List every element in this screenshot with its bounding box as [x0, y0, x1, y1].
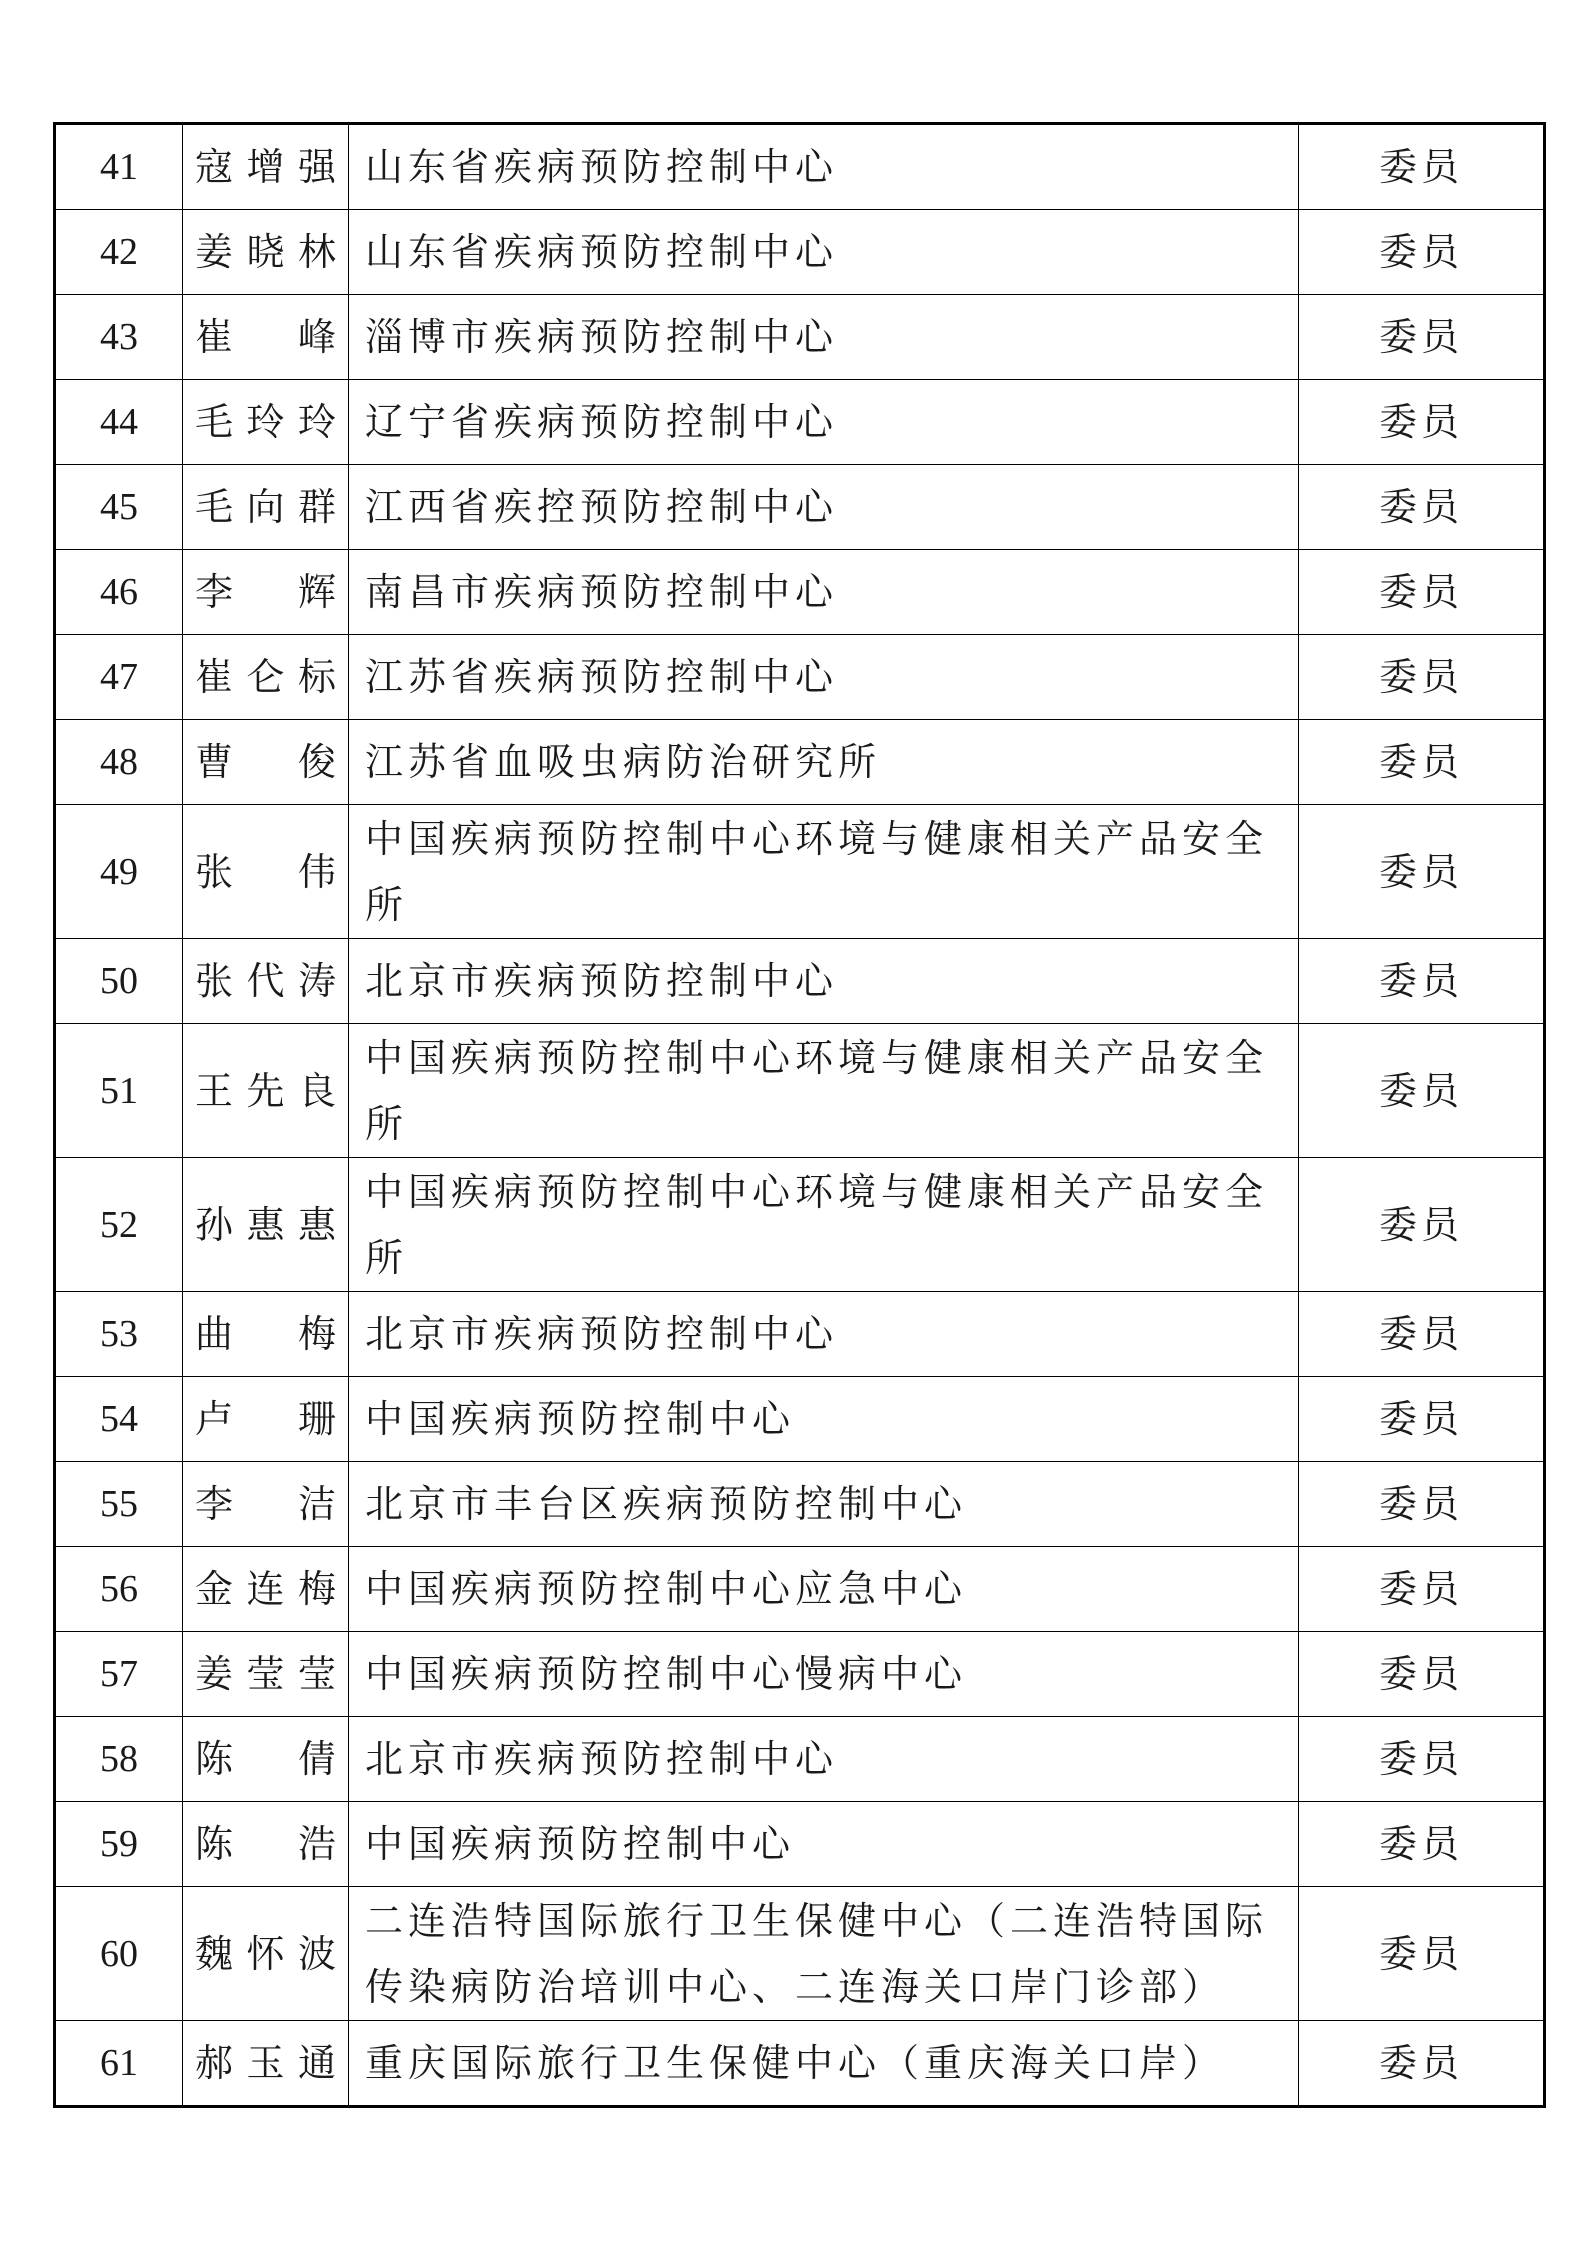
- row-number: 51: [55, 1024, 183, 1158]
- member-name-char: 曹: [195, 740, 234, 784]
- member-name-text: [195, 389, 336, 455]
- row-number: 54: [55, 1377, 183, 1462]
- member-name: [183, 1717, 349, 1802]
- member-name: [183, 720, 349, 805]
- row-number: 53: [55, 1292, 183, 1377]
- member-name-char: 张: [195, 849, 234, 894]
- member-name: [183, 124, 349, 210]
- member-name-char: 波: [297, 1931, 336, 1976]
- member-name-char: 珊: [297, 1397, 336, 1441]
- member-organization: 江苏省疾病预防控制中心: [349, 635, 1299, 720]
- member-name-char: 李: [195, 1482, 234, 1526]
- table-row: [55, 939, 1545, 1024]
- member-name-text: [195, 1192, 336, 1258]
- member-name-char: 莹: [297, 1652, 336, 1696]
- member-name-char: 莹: [246, 1652, 285, 1696]
- member-role: 委员: [1299, 1717, 1545, 1802]
- member-role: 委员: [1299, 939, 1545, 1024]
- member-name-char: 峰: [297, 315, 336, 359]
- member-organization: 淄博市疾病预防控制中心: [349, 295, 1299, 380]
- member-name: [183, 1462, 349, 1547]
- member-role: 委员: [1299, 380, 1545, 465]
- member-role: 委员: [1299, 805, 1545, 939]
- member-name-char: 曲: [195, 1312, 234, 1356]
- member-role: 委员: [1299, 295, 1545, 380]
- member-role: 委员: [1299, 1462, 1545, 1547]
- table-row: [55, 1377, 1545, 1462]
- member-role: 委员: [1299, 720, 1545, 805]
- table-row: [55, 1462, 1545, 1547]
- member-role: 委员: [1299, 1377, 1545, 1462]
- member-name: [183, 1632, 349, 1717]
- member-role: 委员: [1299, 635, 1545, 720]
- row-number: 57: [55, 1632, 183, 1717]
- table-row: [55, 635, 1545, 720]
- member-name: [183, 635, 349, 720]
- member-name-char: 李: [195, 570, 234, 614]
- member-name-char: 连: [246, 1567, 285, 1611]
- member-name-text: [195, 1556, 336, 1622]
- member-role: 委员: [1299, 465, 1545, 550]
- member-name-char: 晓: [246, 230, 285, 274]
- member-name-char: 浩: [297, 1822, 336, 1866]
- member-name-char: 先: [246, 1068, 285, 1113]
- member-name-char: 孙: [195, 1202, 234, 1247]
- member-organization: 山东省疾病预防控制中心: [349, 210, 1299, 295]
- table-row: [55, 1632, 1545, 1717]
- member-name-char: 伟: [297, 849, 336, 894]
- member-name-char: 仑: [246, 655, 285, 699]
- roster-table: [53, 122, 1546, 2108]
- table-row: [55, 1292, 1545, 1377]
- member-name: [183, 1024, 349, 1158]
- member-name-text: [195, 1471, 336, 1537]
- member-organization: 辽宁省疾病预防控制中心: [349, 380, 1299, 465]
- member-name-char: 金: [195, 1567, 234, 1611]
- member-name: [183, 1547, 349, 1632]
- row-number: 46: [55, 550, 183, 635]
- member-role: 委员: [1299, 210, 1545, 295]
- member-name: [183, 210, 349, 295]
- member-name-text: [195, 839, 336, 905]
- row-number: 44: [55, 380, 183, 465]
- member-name-char: 标: [297, 655, 336, 699]
- member-name: [183, 380, 349, 465]
- member-name-text: [195, 1301, 336, 1367]
- row-number: 47: [55, 635, 183, 720]
- member-name: [183, 2021, 349, 2107]
- table-row: [55, 805, 1545, 939]
- member-role: 委员: [1299, 2021, 1545, 2107]
- member-name-char: 良: [297, 1068, 336, 1113]
- row-number: 49: [55, 805, 183, 939]
- member-name: [183, 1158, 349, 1292]
- member-name-char: 寇: [195, 145, 234, 189]
- member-name-text: [195, 219, 336, 285]
- member-organization: 中国疾病预防控制中心慢病中心: [349, 1632, 1299, 1717]
- table-row: [55, 1887, 1545, 2021]
- member-name: [183, 295, 349, 380]
- member-organization: 中国疾病预防控制中心: [349, 1377, 1299, 1462]
- member-name-char: 俊: [297, 740, 336, 784]
- member-name-char: 毛: [195, 485, 234, 529]
- member-name: [183, 465, 349, 550]
- row-number: 55: [55, 1462, 183, 1547]
- member-name: [183, 805, 349, 939]
- member-name-char: 群: [297, 485, 336, 529]
- member-name-char: 姜: [195, 230, 234, 274]
- table-row: [55, 380, 1545, 465]
- row-number: 59: [55, 1802, 183, 1887]
- member-organization: 北京市丰台区疾病预防控制中心: [349, 1462, 1299, 1547]
- member-organization: 重庆国际旅行卫生保健中心（重庆海关口岸）: [349, 2021, 1299, 2107]
- member-name-text: [195, 134, 336, 200]
- member-role: 委员: [1299, 550, 1545, 635]
- member-role: 委员: [1299, 1024, 1545, 1158]
- row-number: 43: [55, 295, 183, 380]
- member-organization: 北京市疾病预防控制中心: [349, 1292, 1299, 1377]
- member-name-char: 郝: [195, 2041, 234, 2085]
- member-name-char: 洁: [297, 1482, 336, 1526]
- member-organization: 中国疾病预防控制中心: [349, 1802, 1299, 1887]
- member-name-char: 向: [246, 485, 285, 529]
- row-number: 48: [55, 720, 183, 805]
- row-number: 41: [55, 124, 183, 210]
- member-name-text: [195, 474, 336, 540]
- member-name-text: [195, 1386, 336, 1452]
- table-row: [55, 720, 1545, 805]
- member-role: 委员: [1299, 124, 1545, 210]
- table-row: [55, 465, 1545, 550]
- member-name-char: 通: [297, 2041, 336, 2085]
- member-name-char: 玉: [246, 2041, 285, 2085]
- member-organization: 北京市疾病预防控制中心: [349, 939, 1299, 1024]
- member-role: 委员: [1299, 1547, 1545, 1632]
- row-number: 45: [55, 465, 183, 550]
- member-name-text: [195, 729, 336, 795]
- roster-body: [55, 124, 1545, 2107]
- member-name-char: 梅: [297, 1312, 336, 1356]
- member-name-char: 陈: [195, 1822, 234, 1866]
- member-name-text: [195, 304, 336, 370]
- member-name: [183, 1377, 349, 1462]
- member-name-char: 崔: [195, 315, 234, 359]
- row-number: 50: [55, 939, 183, 1024]
- row-number: 58: [55, 1717, 183, 1802]
- member-organization: 中国疾病预防控制中心环境与健康相关产品安全所: [349, 1158, 1299, 1292]
- member-name-text: [195, 1921, 336, 1987]
- member-name-char: 倩: [297, 1737, 336, 1781]
- member-organization: 中国疾病预防控制中心环境与健康相关产品安全所: [349, 805, 1299, 939]
- member-name-char: 魏: [195, 1931, 234, 1976]
- member-name-char: 陈: [195, 1737, 234, 1781]
- member-name-char: 毛: [195, 400, 234, 444]
- table-row: [55, 550, 1545, 635]
- member-name-char: 王: [195, 1068, 234, 1113]
- member-name-char: 强: [297, 145, 336, 189]
- member-name-char: 张: [195, 959, 234, 1003]
- member-name-char: 梅: [297, 1567, 336, 1611]
- member-organization: 北京市疾病预防控制中心: [349, 1717, 1299, 1802]
- member-name-char: 涛: [297, 959, 336, 1003]
- table-row: [55, 1717, 1545, 1802]
- member-role: 委员: [1299, 1887, 1545, 2021]
- member-name-text: [195, 1811, 336, 1877]
- member-name-text: [195, 1058, 336, 1124]
- member-role: 委员: [1299, 1802, 1545, 1887]
- member-organization: 江西省疾控预防控制中心: [349, 465, 1299, 550]
- member-name-text: [195, 948, 336, 1014]
- member-name-char: 玲: [297, 400, 336, 444]
- row-number: 52: [55, 1158, 183, 1292]
- member-name-text: [195, 1641, 336, 1707]
- member-name: [183, 939, 349, 1024]
- table-row: [55, 1802, 1545, 1887]
- row-number: 60: [55, 1887, 183, 2021]
- member-name-text: [195, 2030, 336, 2096]
- row-number: 61: [55, 2021, 183, 2107]
- member-name-char: 卢: [195, 1397, 234, 1441]
- member-name-char: 姜: [195, 1652, 234, 1696]
- member-name-char: 惠: [246, 1202, 285, 1247]
- table-row: [55, 2021, 1545, 2107]
- member-name-char: 怀: [246, 1931, 285, 1976]
- row-number: 56: [55, 1547, 183, 1632]
- member-name-char: 玲: [246, 400, 285, 444]
- member-name: [183, 550, 349, 635]
- member-organization: 江苏省血吸虫病防治研究所: [349, 720, 1299, 805]
- member-name-char: 辉: [297, 570, 336, 614]
- member-name-text: [195, 1726, 336, 1792]
- member-organization: 中国疾病预防控制中心环境与健康相关产品安全所: [349, 1024, 1299, 1158]
- member-name-char: 惠: [297, 1202, 336, 1247]
- member-organization: 南昌市疾病预防控制中心: [349, 550, 1299, 635]
- row-number: 42: [55, 210, 183, 295]
- table-row: [55, 295, 1545, 380]
- member-name-char: 林: [297, 230, 336, 274]
- table-row: [55, 1024, 1545, 1158]
- member-name: [183, 1802, 349, 1887]
- member-organization: 中国疾病预防控制中心应急中心: [349, 1547, 1299, 1632]
- member-role: 委员: [1299, 1292, 1545, 1377]
- table-row: [55, 124, 1545, 210]
- member-name-char: 代: [246, 959, 285, 1003]
- member-role: 委员: [1299, 1632, 1545, 1717]
- table-row: [55, 210, 1545, 295]
- member-name-text: [195, 559, 336, 625]
- table-row: [55, 1547, 1545, 1632]
- member-organization: 山东省疾病预防控制中心: [349, 124, 1299, 210]
- member-role: 委员: [1299, 1158, 1545, 1292]
- member-name-char: 增: [246, 145, 285, 189]
- table-row: [55, 1158, 1545, 1292]
- member-name-text: [195, 644, 336, 710]
- member-name-char: 崔: [195, 655, 234, 699]
- member-organization: 二连浩特国际旅行卫生保健中心（二连浩特国际传染病防治培训中心、二连海关口岸门诊部）: [349, 1887, 1299, 2021]
- member-name: [183, 1292, 349, 1377]
- member-name: [183, 1887, 349, 2021]
